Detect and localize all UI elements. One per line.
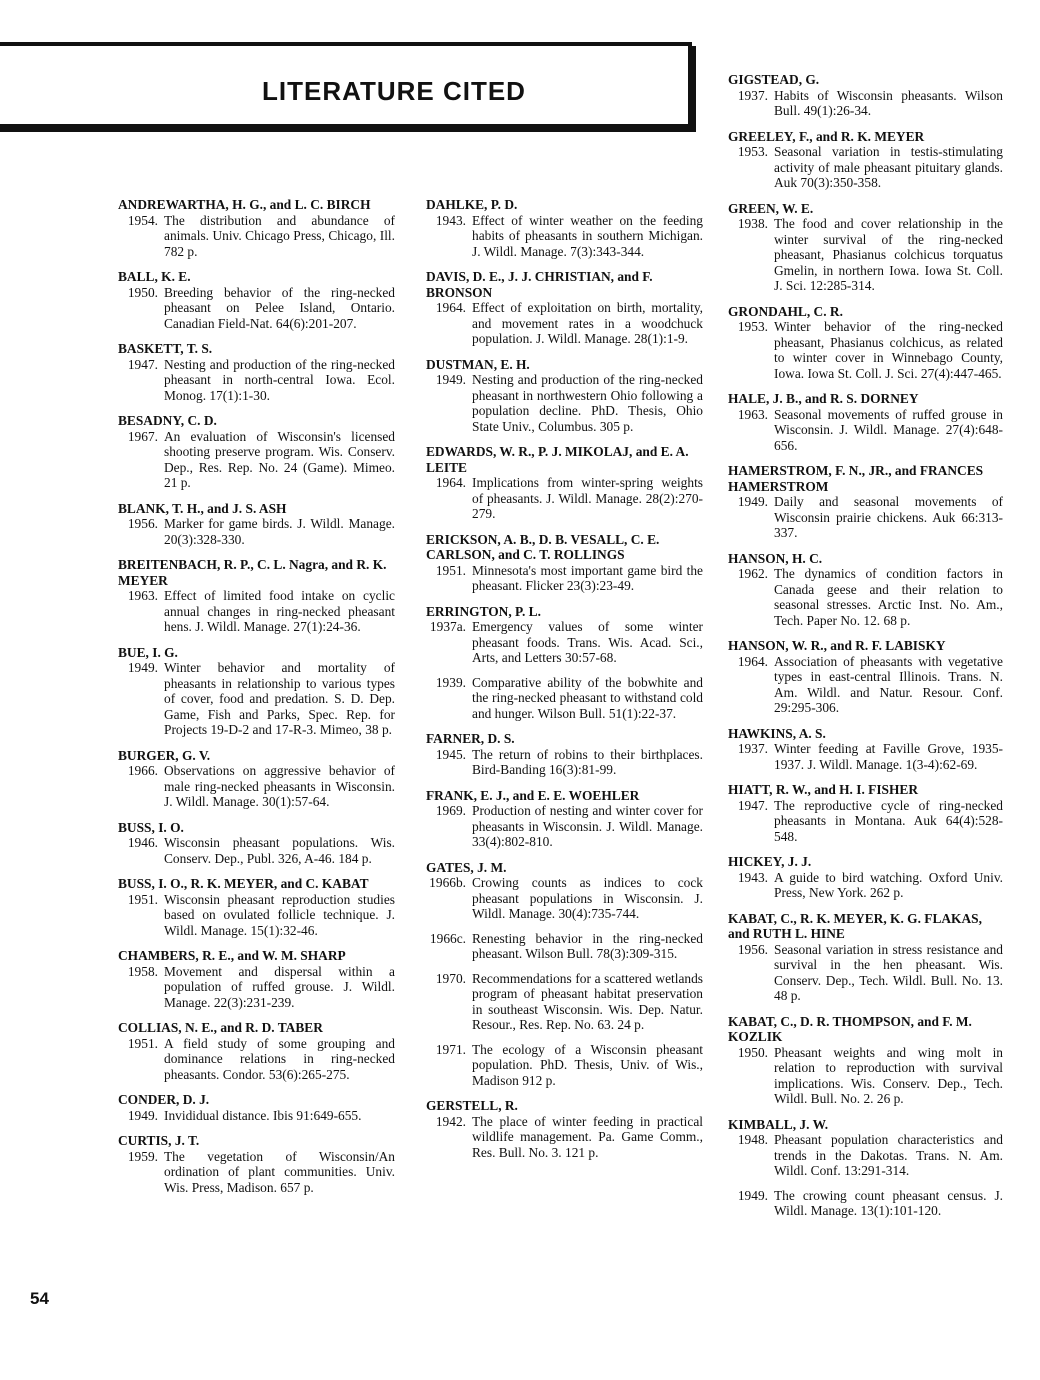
reference-text: Pheasant weights and wing molt in relation to reproduction with survival implications. Wis. Conserv. Dep., Tech. Wildl. Bull. No. 2. 26 p. <box>774 1044 1003 1106</box>
reference-item <box>728 319 1003 381</box>
reference-text: Wisconsin pheasant reproduction studies based on ovulated follicle technique. J. Wildl. Manage. 15(1):32-46. <box>164 891 395 938</box>
reference-text: Comparative ability of the bobwhite and the ring-necked pheasant to withstand cold and hunger. Wilson Bull. 51(1):22-37. <box>472 674 703 721</box>
reference-author: HAMERSTROM, F. N., JR., and FRANCES HAMERSTROM <box>728 463 984 494</box>
reference-item <box>118 1149 395 1196</box>
reference-text: Emergency values of some winter pheasant foods. Trans. Wis. Acad. Sci., Arts, and Letters 30:57-68. <box>472 619 703 665</box>
reference-item <box>426 747 703 778</box>
reference-text: An evaluation of Wisconsin's licensed shooting preserve program. Wis. Conserv. Dep., Res. Rep. No. 24 (Game). Mimeo. 21 p. <box>164 428 395 490</box>
reference-item <box>728 407 1003 454</box>
reference-author: COLLIAS, N. E., and R. D. TABER <box>118 1020 323 1035</box>
reference-text: Seasonal movements of ruffed grouse in Wisconsin. J. Wildl. Manage. 27(4):648-656. <box>774 406 1003 453</box>
reference-entry <box>426 788 703 850</box>
reference-year: 1948. <box>737 1132 768 1147</box>
reference-item <box>728 144 1003 191</box>
reference-author: BASKETT, T. S. <box>118 341 213 356</box>
reference-author: BLANK, T. H., and J. S. ASH <box>118 500 287 516</box>
reference-year: 1938. <box>737 216 768 231</box>
reference-year: 1962. <box>737 566 768 581</box>
reference-author: BREITENBACH, R. P., C. L. Nagra, and R. K. MEYER <box>118 557 387 588</box>
reference-text: The distribution and abundance of animals. Univ. Chicago Press, Chicago, Ill. 782 p. <box>164 212 395 259</box>
reference-text: Implications from winter-spring weights of pheasants. J. Wildl. Manage. 28(2):270-279. <box>472 475 703 521</box>
reference-author: CHAMBERS, R. E., and W. M. SHARP <box>118 948 346 963</box>
reference-entry <box>728 638 1003 716</box>
reference-author: GRONDAHL, C. R. <box>728 303 843 319</box>
reference-author: KABAT, C., R. K. MEYER, K. G. FLAKAS, and RUTH L. HINE <box>728 910 982 941</box>
reference-author: ERRINGTON, P. L. <box>426 603 541 619</box>
reference-year: 1956. <box>737 941 768 957</box>
reference-text: Effect of winter weather on the feeding habits of pheasants in southern Michigan. J. Wildl. Manage. 7(3):343-344. <box>472 212 703 259</box>
reference-text: A field study of some grouping and dominance relations in ring-necked pheasants. Condor. 53(6):265-275. <box>164 1035 395 1082</box>
reference-item <box>118 516 395 547</box>
page-title: LITERATURE CITED <box>262 76 526 106</box>
reference-year: 1949. <box>737 1187 768 1203</box>
reference-entry <box>118 820 395 867</box>
reference-author: DUSTMAN, E. H. <box>426 356 530 372</box>
reference-text: Nesting and production of the ring-necked pheasant in north-central Iowa. Ecol. Monog. 17(1):1-30. <box>164 356 395 403</box>
reference-item <box>728 494 1003 541</box>
reference-year: 1939. <box>435 674 466 690</box>
reference-entry <box>728 72 1003 119</box>
reference-entry <box>728 911 1003 1004</box>
reference-year: 1963. <box>737 406 768 422</box>
reference-text: Winter behavior and mortality of pheasants in relationship to various types of cover, food and predation. S. D. Dep. Game, Fish and Parks, Spec. Rep. for Projects 19-D-2 and 17-R-3. Mimeo, 38 p. <box>164 660 395 737</box>
reference-item <box>426 300 703 347</box>
reference-year: 1942. <box>435 1113 466 1129</box>
reference-item <box>118 892 395 939</box>
reference-author: DAVIS, D. E., J. J. CHRISTIAN, and F. BRONSON <box>426 269 653 300</box>
reference-entry <box>118 748 395 810</box>
reference-text: The food and cover relationship in the winter survival of the ring-necked pheasant, Phasianus colchicus torquatus Gmelin, in northern Iowa. Iowa St. Coll. J. Sci. 12:285-314. <box>774 216 1003 293</box>
reference-entry <box>426 357 703 435</box>
reference-author: GREELEY, F., and R. K. MEYER <box>728 128 925 144</box>
reference-author: HANSON, H. C. <box>728 550 823 566</box>
reference-year: 1949. <box>127 660 158 675</box>
reference-year: 1949. <box>435 372 466 387</box>
reference-entry <box>118 876 395 938</box>
reference-item <box>118 763 395 810</box>
reference-text: Pheasant population characteristics and trends in the Dakotas. Trans. N. Am. Wildl. Conf. 13:291-314. <box>774 1132 1003 1178</box>
reference-entry <box>426 532 703 594</box>
reference-entry <box>728 304 1003 382</box>
reference-text: Recommendations for a scattered wetlands program of pheasant habitat preservation in southeast Wisconsin. Wis. Dep. Natur. Resour., Res. Rep. No. 63. 24 p. <box>472 970 703 1032</box>
reference-item <box>118 213 395 260</box>
reference-text: Seasonal variation in stress resistance and survival in the hen pheasant. Wis. Conserv. Dep., Tech. Wildl. Bull. No. 13. 48 p. <box>774 941 1003 1003</box>
reference-text: Winter feeding at Faville Grove, 1935-1937. J. Wildl. Manage. 1(3-4):62-69. <box>774 741 1003 772</box>
reference-item <box>118 429 395 491</box>
reference-text: The crowing count pheasant census. J. Wildl. Manage. 13(1):101-120. <box>774 1187 1003 1218</box>
reference-author: BUSS, I. O., R. K. MEYER, and C. KABAT <box>118 876 369 891</box>
reference-item <box>118 964 395 1011</box>
reference-item <box>728 1045 1003 1107</box>
reference-year: 1946. <box>127 835 158 850</box>
reference-author: FRANK, E. J., and E. E. WOEHLER <box>426 787 640 803</box>
reference-item <box>728 798 1003 845</box>
reference-entry <box>728 782 1003 844</box>
reference-year: 1969. <box>435 803 466 818</box>
reference-entry <box>426 269 703 347</box>
reference-author: GREEN, W. E. <box>728 200 814 216</box>
reference-text: Effect of limited food intake on cyclic annual changes in ring-necked pheasant hens. J. Wildl. Manage. 27(1):24-36. <box>164 588 395 634</box>
reference-column-2 <box>426 197 703 1170</box>
reference-item <box>118 835 395 866</box>
reference-item <box>426 875 703 922</box>
reference-text: Production of nesting and winter cover for pheasants in Wisconsin. J. Wildl. Manage. 33(4):802-810. <box>472 803 703 849</box>
reference-year: 1964. <box>435 300 466 315</box>
reference-entry <box>118 1020 395 1082</box>
reference-year: 1937. <box>737 87 768 103</box>
reference-author: EDWARDS, W. R., P. J. MIKOLAJ, and E. A. LEITE <box>426 444 689 475</box>
reference-entry <box>118 557 395 635</box>
reference-entry <box>728 1014 1003 1107</box>
reference-item <box>118 357 395 404</box>
reference-column-3 <box>728 72 1003 1229</box>
reference-entry <box>728 854 1003 901</box>
reference-text: The dynamics of condition factors in Canada geese and their relation to seasonal stresses. Arctic Inst. No. Am., Tech. Paper No. 12. 68 p. <box>774 566 1003 628</box>
reference-year: 1950. <box>127 284 158 300</box>
reference-item <box>426 675 703 722</box>
reference-year: 1943. <box>435 212 466 228</box>
reference-text: Minnesota's most important game bird the pheasant. Flicker 23(3):23-49. <box>472 562 703 593</box>
reference-author: BUE, I. G. <box>118 644 178 660</box>
reference-text: Marker for game birds. J. Wildl. Manage. 20(3):328-330. <box>164 516 395 547</box>
reference-year: 1958. <box>127 963 158 979</box>
reference-item <box>426 971 703 1033</box>
reference-author: HICKEY, J. J. <box>728 854 812 869</box>
reference-year: 1956. <box>127 516 158 531</box>
reference-entry <box>728 201 1003 294</box>
reference-item <box>728 942 1003 1004</box>
reference-author: BUSS, I. O. <box>118 819 184 835</box>
reference-item <box>728 566 1003 628</box>
reference-author: BESADNY, C. D. <box>118 413 217 428</box>
reference-year: 1970. <box>435 970 466 986</box>
reference-text: Effect of exploitation on birth, mortality, and movement rates in a woodchuck population. J. Wildl. Manage. 28(1):1-9. <box>472 300 703 346</box>
reference-author: ERICKSON, A. B., D. B. VESALL, C. E. CARLSON, and C. T. ROLLINGS <box>426 531 660 562</box>
reference-author: HAWKINS, A. S. <box>728 725 826 741</box>
reference-year: 1950. <box>737 1044 768 1060</box>
reference-entry <box>728 726 1003 773</box>
reference-author: GATES, J. M. <box>426 859 507 875</box>
reference-text: A guide to bird watching. Oxford Univ. Press, New York. 262 p. <box>774 869 1003 900</box>
reference-year: 1937a. <box>429 619 466 634</box>
reference-column-1 <box>118 197 395 1205</box>
reference-year: 1945. <box>435 746 466 762</box>
reference-entry <box>426 444 703 522</box>
reference-year: 1954. <box>127 212 158 228</box>
page-number: 54 <box>30 1289 49 1308</box>
reference-entry <box>118 948 395 1010</box>
reference-year: 1947. <box>737 797 768 813</box>
reference-item <box>426 619 703 666</box>
reference-item <box>426 213 703 260</box>
reference-author: KIMBALL, J. W. <box>728 1116 829 1132</box>
reference-text: Habits of Wisconsin pheasants. Wilson Bull. 49(1):26-34. <box>774 87 1003 118</box>
reference-author: DAHLKE, P. D. <box>426 197 518 212</box>
reference-entry <box>426 604 703 722</box>
reference-item <box>728 741 1003 772</box>
reference-author: CURTIS, J. T. <box>118 1133 200 1148</box>
reference-text: Daily and seasonal movements of Wisconsin prairie chickens. Auk 66:313-337. <box>774 494 1003 540</box>
reference-entry <box>728 391 1003 453</box>
reference-entry <box>728 1117 1003 1219</box>
reference-year: 1971. <box>435 1041 466 1057</box>
reference-entry <box>426 860 703 1089</box>
reference-author: FARNER, D. S. <box>426 731 515 746</box>
reference-year: 1953. <box>737 144 768 159</box>
reference-text: Wisconsin pheasant populations. Wis. Conserv. Dep., Publ. 326, A-46. 184 p. <box>164 835 395 866</box>
reference-year: 1966c. <box>429 930 466 946</box>
reference-item <box>426 475 703 522</box>
reference-year: 1943. <box>737 869 768 885</box>
reference-author: CONDER, D. J. <box>118 1092 210 1107</box>
reference-item <box>728 88 1003 119</box>
reference-year: 1951. <box>127 891 158 907</box>
reference-year: 1953. <box>737 319 768 334</box>
reference-author: GIGSTEAD, G. <box>728 72 820 87</box>
reference-year: 1963. <box>127 588 158 603</box>
reference-text: Renesting behavior in the ring-necked pheasant. Wilson Bull. 78(3):309-315. <box>472 930 703 961</box>
reference-item <box>118 1108 395 1124</box>
reference-text: Winter behavior of the ring-necked pheasant, Phasianus colchicus, as related to winter cover in Winnebago County, Iowa. Iowa St. Coll. J. Sci. 27(4):447-465. <box>774 319 1003 381</box>
reference-item <box>728 216 1003 294</box>
reference-entry <box>118 341 395 403</box>
reference-author: KABAT, C., D. R. THOMPSON, and F. M. KOZLIK <box>728 1013 972 1044</box>
reference-author: HIATT, R. W., and H. I. FISHER <box>728 782 919 797</box>
reference-year: 1951. <box>127 1035 158 1051</box>
reference-item <box>426 931 703 962</box>
reference-item <box>118 588 395 635</box>
reference-item <box>728 1132 1003 1179</box>
reference-entry <box>728 551 1003 629</box>
reference-year: 1949. <box>127 1107 158 1123</box>
reference-text: Movement and dispersal within a population of ruffed grouse. J. Wildl. Manage. 22(3):231-239. <box>164 963 395 1010</box>
reference-entry <box>426 731 703 778</box>
reference-text: Seasonal variation in testis-stimulating activity of male pheasant pituitary glands. Auk 70(3):350-358. <box>774 144 1003 190</box>
reference-item <box>118 660 395 738</box>
reference-year: 1966b. <box>429 875 466 890</box>
reference-year: 1937. <box>737 741 768 756</box>
reference-text: The return of robins to their birthplaces. Bird-Banding 16(3):81-99. <box>472 746 703 777</box>
reference-year: 1967. <box>127 428 158 444</box>
reference-author: ANDREWARTHA, H. G., and L. C. BIRCH <box>118 197 371 212</box>
reference-item <box>426 1114 703 1161</box>
reference-text: Observations on aggressive behavior of male ring-necked pheasants in Wisconsin. J. Wildl. Manage. 30(1):57-64. <box>164 763 395 809</box>
reference-text: Crowing counts as indices to cock pheasant populations in Wisconsin. J. Wildl. Manage. 30(4):735-744. <box>472 875 703 921</box>
reference-item <box>118 285 395 332</box>
reference-entry <box>118 413 395 491</box>
reference-entry <box>118 1092 395 1123</box>
reference-year: 1966. <box>127 763 158 778</box>
reference-entry <box>118 501 395 548</box>
reference-year: 1949. <box>737 494 768 509</box>
reference-entry <box>118 645 395 738</box>
reference-item <box>426 1042 703 1089</box>
reference-author: GERSTELL, R. <box>426 1098 518 1113</box>
reference-text: The place of winter feeding in practical wildlife management. Pa. Game Comm., Res. Bull. No. 3. 121 p. <box>472 1113 703 1160</box>
reference-year: 1964. <box>737 653 768 669</box>
reference-item <box>426 563 703 594</box>
reference-author: BURGER, G. V. <box>118 747 211 763</box>
reference-text: Invididual distance. Ibis 91:649-655. <box>164 1107 362 1123</box>
reference-text: Breeding behavior of the ring-necked pheasant on Pelee Island, Ontario. Canadian Field-Nat. 64(6):201-207. <box>164 284 395 331</box>
reference-item <box>426 803 703 850</box>
reference-text: The reproductive cycle of ring-necked pheasants in Montana. Auk 64(4):528-548. <box>774 797 1003 844</box>
reference-entry <box>118 269 395 331</box>
reference-entry <box>728 463 1003 541</box>
reference-entry <box>118 1133 395 1195</box>
reference-text: Nesting and production of the ring-necked pheasant in northwestern Ohio following a population decline. PhD. Thesis, Ohio State Univ., Columbus. 305 p. <box>472 372 703 434</box>
reference-year: 1951. <box>435 562 466 578</box>
reference-item <box>426 372 703 434</box>
reference-item <box>118 1036 395 1083</box>
reference-entry <box>728 129 1003 191</box>
reference-entry <box>118 197 395 259</box>
reference-item <box>728 870 1003 901</box>
reference-year: 1964. <box>435 475 466 490</box>
reference-author: HANSON, W. R., and R. F. LABISKY <box>728 638 946 653</box>
reference-text: The vegetation of Wisconsin/An ordination of plant communities. Univ. Wis. Press, Madison. 657 p. <box>164 1148 395 1195</box>
reference-author: HALE, J. B., and R. S. DORNEY <box>728 391 919 406</box>
reference-entry <box>426 1098 703 1160</box>
reference-entry <box>426 197 703 259</box>
reference-text: The ecology of a Wisconsin pheasant population. PhD. Thesis, Univ. of Wis., Madison 912 p. <box>472 1041 703 1088</box>
reference-item <box>728 654 1003 716</box>
reference-year: 1947. <box>127 356 158 372</box>
reference-text: Association of pheasants with vegetative types in east-central Illinois. Trans. N. Am. Wildl. and Natur. Resour. Conf. 29:295-306. <box>774 653 1003 715</box>
reference-author: BALL, K. E. <box>118 269 191 284</box>
reference-item <box>728 1188 1003 1219</box>
reference-year: 1959. <box>127 1148 158 1164</box>
